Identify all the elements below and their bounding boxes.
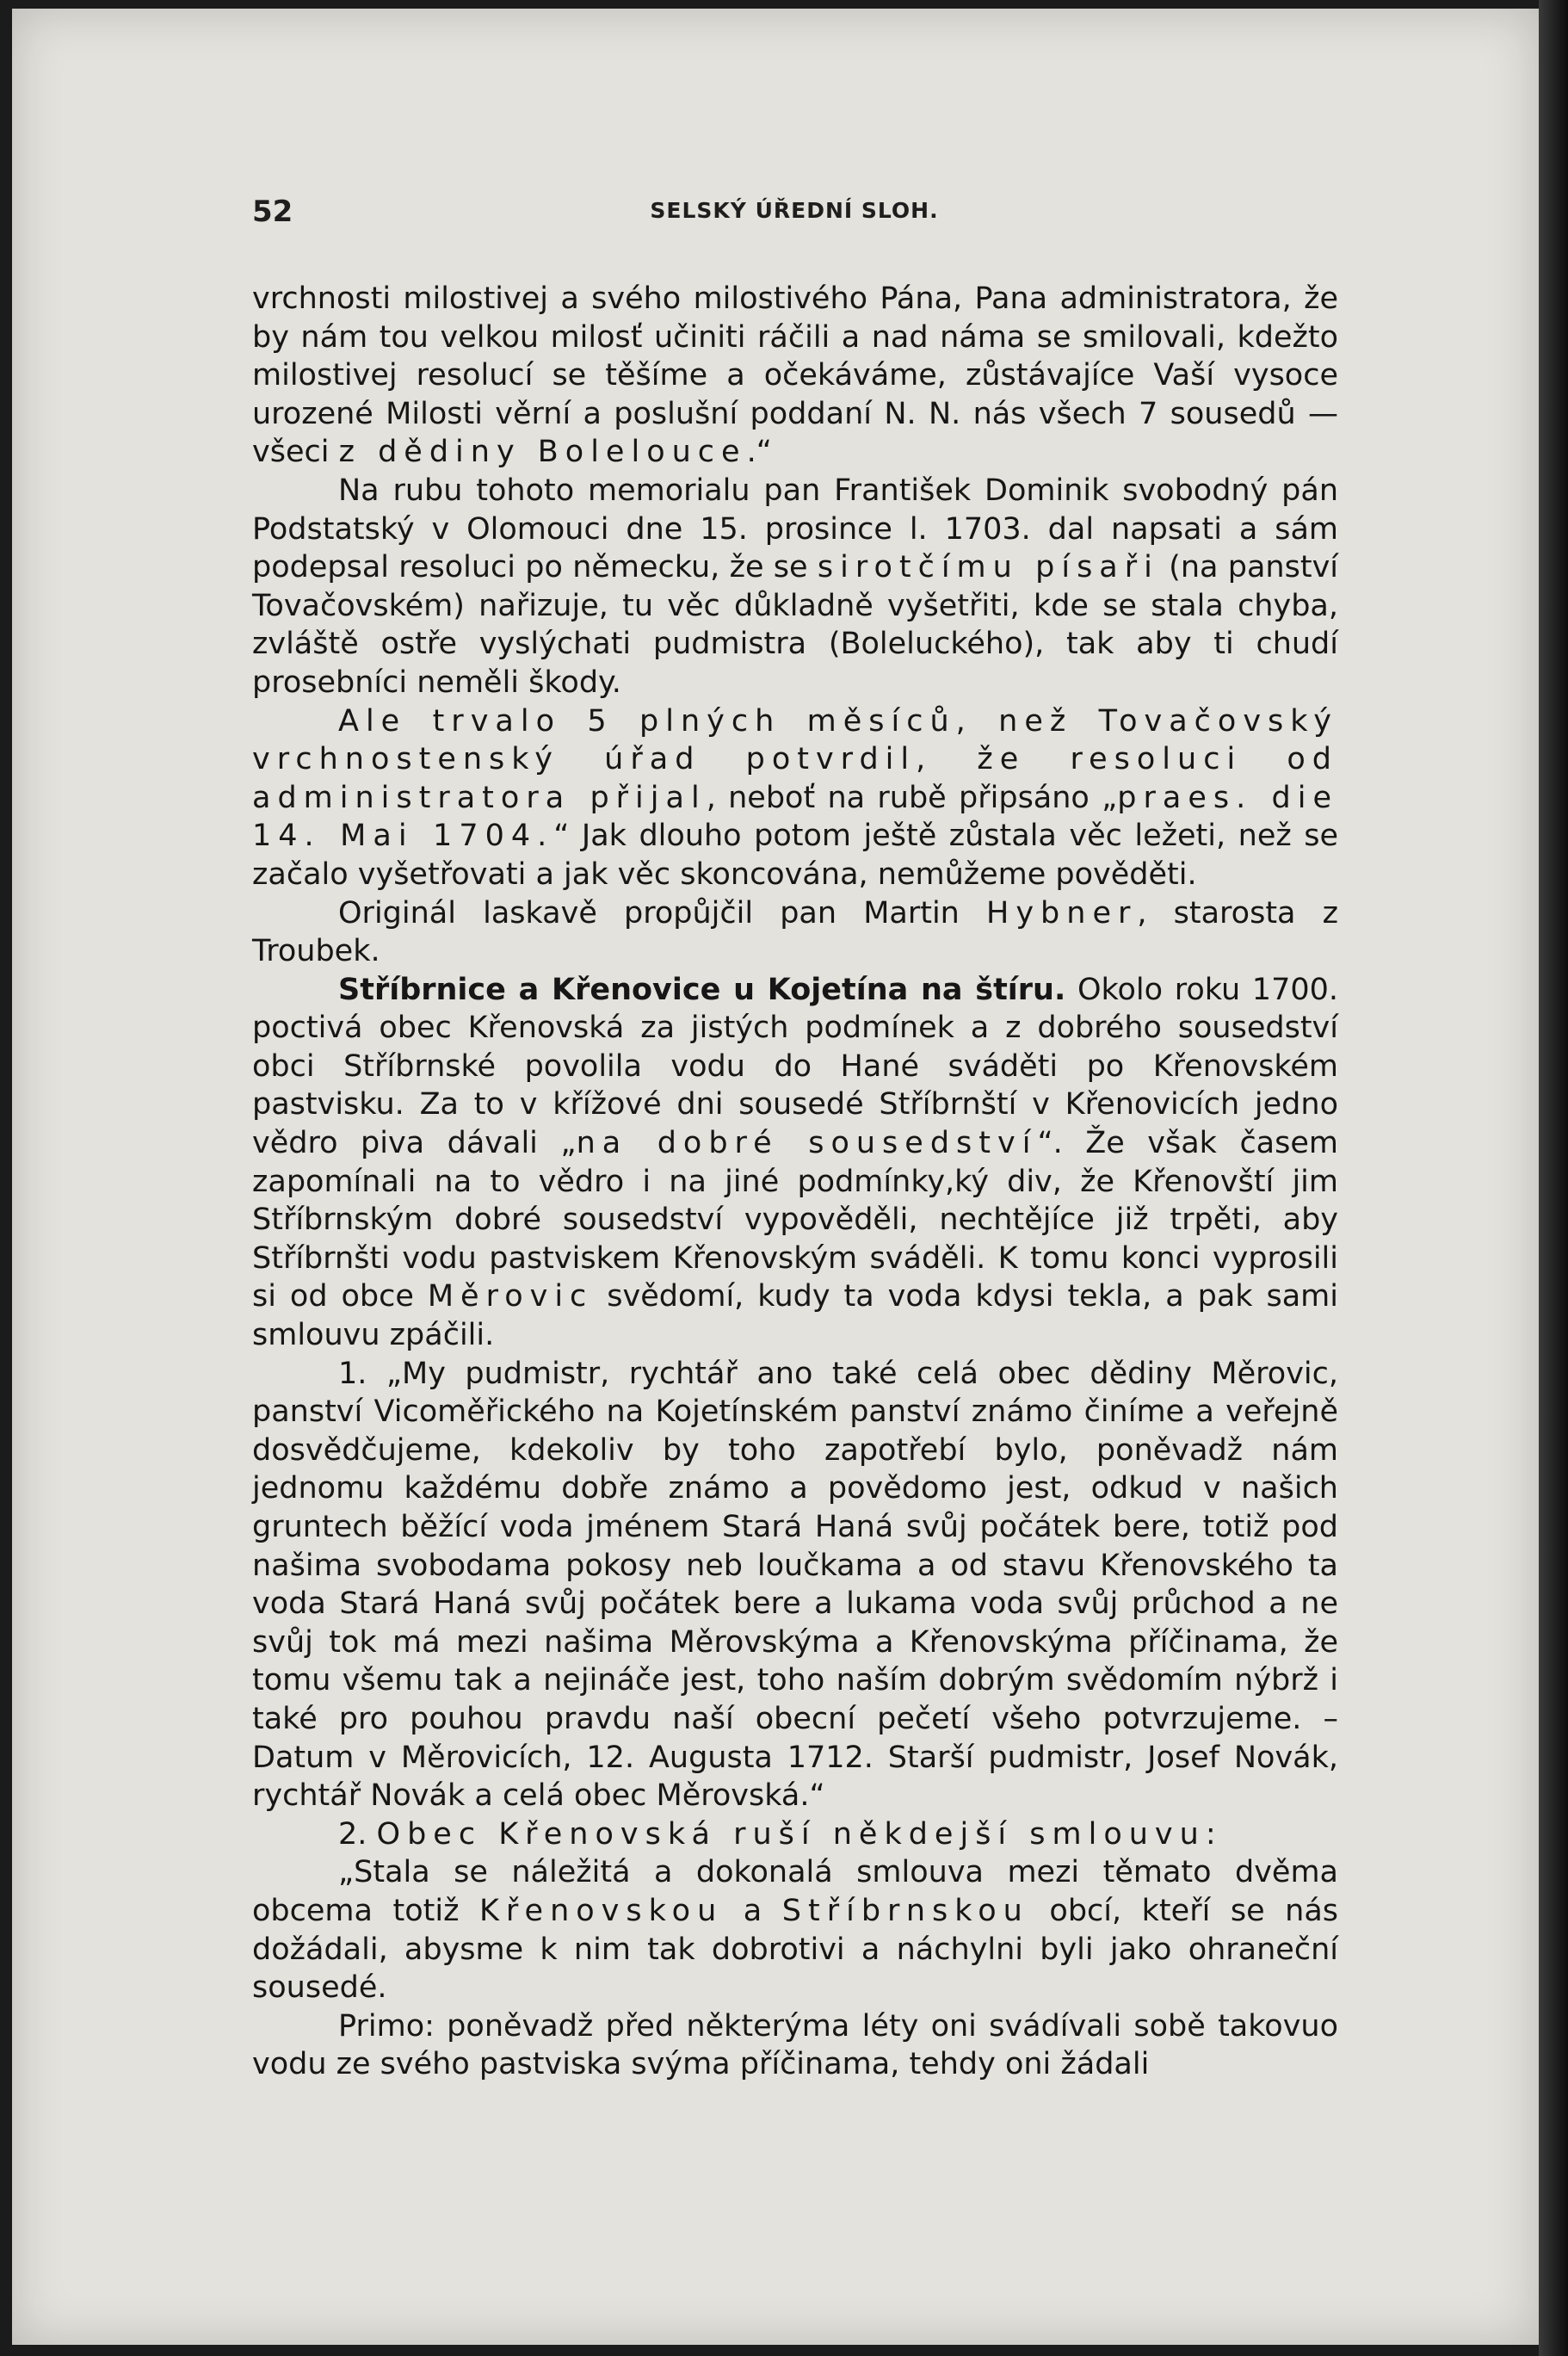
paragraph-stribrnice-krenovice [252,971,1338,1355]
paragraph-resolution [252,472,1338,702]
text-run: 2. [338,1816,377,1852]
spaced-text: Stříbrnskou [781,1893,1029,1928]
paragraph-five-months [252,702,1338,894]
text-run: .“ [746,435,772,470]
paragraph-primo [252,2007,1338,2084]
section-heading: Stříbrnice a Křenovice u Kojetína na štíru. [338,972,1066,1007]
paragraph-memorial-end [252,280,1338,472]
paragraph-original-source [252,894,1338,971]
text-run: “ Jak dlouho potom ještě zůstala věc ležeti, než se začalo vyšetřovati a jak věc skoncována, nemůžeme pověděti. [252,819,1338,892]
text-run: Originál laskavě propůjčil pan Martin [338,895,987,931]
text-run: Na rubu tohoto memorialu pan František Dominik svobodný pán Podstatský v Olomouci dne 15. prosince l. 1703. dal napsati a sám podepsal resoluci po německu, že se [252,473,1338,585]
text-run: “. Že však časem zapomínali na to vědro i na jiné podmínky,ký div, že Křenovští jim Stříbrnským dobré sousedství vypověděli, nechtějíce již trpěti, aby Stříbrnšti vodu pastviskem Křenovským sváděli. K tomu konci vyprosili si od obce [252,1126,1338,1314]
paragraph-merovice-testimony [252,1355,1338,1815]
text-run: , starosta z Troubek. [252,895,1339,969]
spaced-text: Hybner [986,895,1138,931]
paragraph-contract [252,1853,1338,2007]
text-run: 1. „My pudmistr, rychtář ano také celá obec dědiny Měrovic, panství Vicoměřického na Kojetínském panství známo činíme a veřejně dosvědčujeme, kdekoliv by toho zapotřebí bylo, poněvadž nám jednomu každému dobře známo a povědomo jest, odkud v našich gruntech běžící voda jménem Stará Haná svůj počátek bere, totiž pod našima svobodama pokosy neb loučkama a od stavu Křenovského ta voda Stará Haná svůj počátek bere a lukama voda svůj průchod a ne svůj tok má mezi našima Měrovskýma a Křenovskýma příčinama, že tomu všemu tak a nejináče jest, toho naším dobrým svědomím nýbrž i také pro pouhou pravdu naší obecní pečetí všeho potvrzujeme. – Datum v Měrovicích, 12. Augusta 1712. Starší pudmistr, Josef Novák, rychtář Novák a celá obec Měrovská.“ [252,1356,1338,1814]
text-run: a [723,1893,782,1928]
spaced-text: Obec Křenovská ruší někdejší smlouvu: [376,1816,1223,1852]
running-title: SELSKÝ ÚŘEDNÍ SLOH. [650,198,939,223]
spaced-text: Ale trvalo 5 plných měsíců, než Tovačovský vrchnostenský úřad potvrdil, že resoluci od administratora přijal [252,703,1338,815]
text-run: , neboť na rubě připsáno „ [706,780,1118,815]
spaced-text: sirotčímu písaři [817,550,1159,585]
spaced-text: z dědiny Bolelouce [338,435,747,470]
book-page [12,9,1539,2345]
paragraph-contract-cancel-title [252,1815,1338,1854]
page-header [239,189,1349,232]
spaced-text: Křenovskou [478,1893,724,1928]
text-run: (na panství Tovačovském) nařizuje, tu věc důkladně vyšetřiti, kde se stala chyba, zvláště ostře vyslýchati pudmistra (Boleluckého), tak aby ti chudí prosebníci neměli škody. [252,550,1339,700]
text-run: vrchnosti milostivej a svého milostivého Pána, Pana administratora, že by nám tou velkou milosť učiniti ráčili a nad náma se smilovali, kdežto milostivej resolucí se těšíme a očekáváme, zůstávajíce Vaší vysoce urozené Milosti věrní a poslušní poddaní N. N. nás všech 7 sousedů — všeci [252,281,1338,470]
page-number: 52 [252,195,293,229]
text-run: obcí, kteří se nás dožádali, abysme k nim tak dobrotivi a náchylni byli jako ohraneční sousedé. [252,1893,1339,2006]
book-edge-shadow [1539,0,1568,2356]
spaced-text: praes. die 14. Mai 1704. [252,780,1338,854]
spaced-text: na dobré sousedství [576,1126,1038,1161]
text-run: „Stala se náležitá a dokonalá smlouva mezi těmato dvěma obcema totiž [252,1855,1338,1928]
spaced-text: Měrovic [427,1279,594,1314]
body-text [252,280,1338,2084]
text-run: svědomí, kudy ta voda kdysi tekla, a pak sami smlouvu zpáčili. [252,1279,1339,1353]
text-run: Okolo roku 1700. poctivá obec Křenovská za jistých podmínek a z dobrého sousedství obci Stříbrnské povolila vodu do Hané sváděti po Křenovském pastvisku. Za to v křížové dni sousedé Stříbrnští v Křenovicích jedno vědro piva dávali „ [252,972,1338,1161]
text-run: Primo: poněvadž před některýma léty oni svádívali sobě takovuo vodu ze svého pastviska svýma příčinama, tehdy oni žádali [252,2008,1338,2082]
